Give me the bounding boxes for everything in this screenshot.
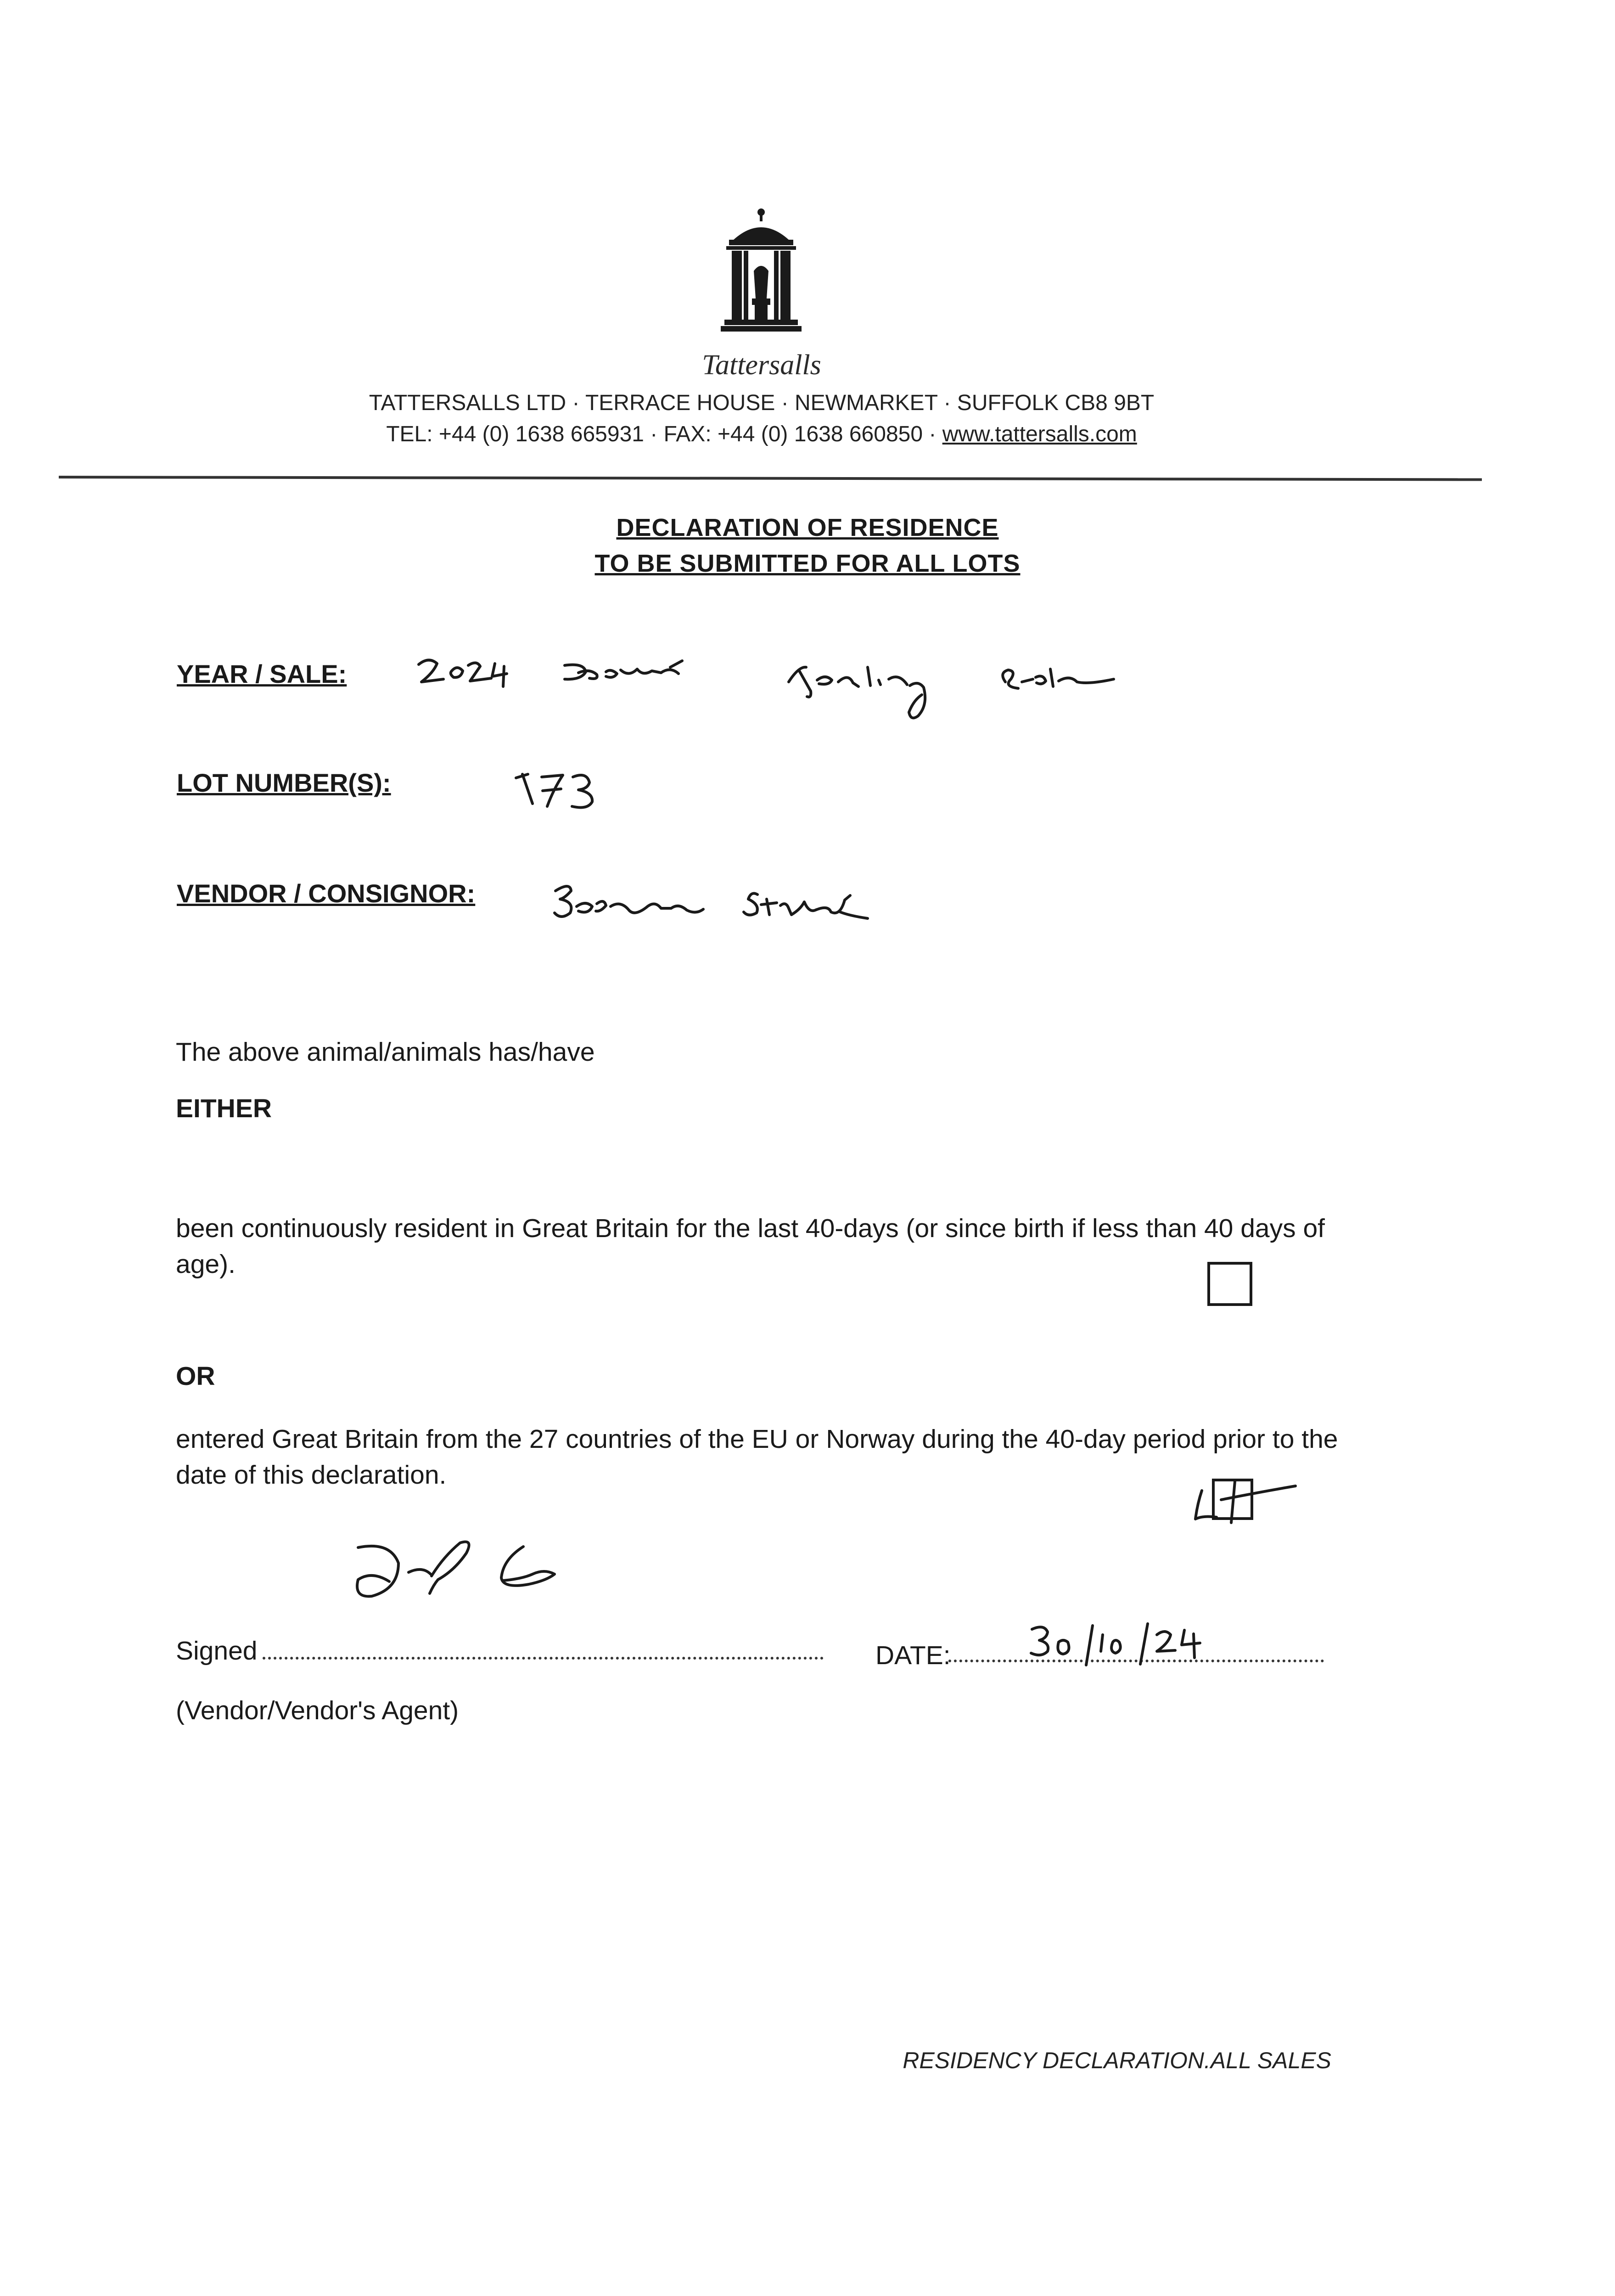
or-label: OR — [176, 1362, 215, 1391]
footer-form-name: RESIDENCY DECLARATION.ALL SALES — [903, 2048, 1331, 2073]
date-label: DATE: — [875, 1641, 951, 1670]
tattersalls-logo — [715, 207, 807, 344]
declaration-intro: The above animal/animals has/have — [176, 1037, 595, 1067]
checkbox-continuous-residence[interactable] — [1207, 1262, 1252, 1306]
signature-line[interactable] — [263, 1657, 824, 1660]
vendor-label: VENDOR / CONSIGNOR: — [177, 879, 476, 908]
letterhead-address: TATTERSALLS LTD · TERRACE HOUSE · NEWMARKET · SUFFOLK CB8 9BT — [369, 391, 1155, 415]
signer-role-label: (Vendor/Vendor's Agent) — [176, 1696, 459, 1725]
page-subtitle: TO BE SUBMITTED FOR ALL LOTS — [594, 550, 1021, 577]
year-sale-handwriting — [413, 641, 1129, 732]
signed-label: Signed — [176, 1636, 258, 1666]
tick-mark — [1189, 1468, 1308, 1532]
either-label: EITHER — [176, 1094, 272, 1123]
page-title: DECLARATION OF RESIDENCE — [616, 514, 999, 541]
option-continuous-residence: been continuously resident in Great Britain for the last 40-days (or since birth if less than 40 days of age). — [176, 1214, 1325, 1279]
lot-number-label: LOT NUMBER(S): — [177, 768, 391, 797]
signature-image — [340, 1525, 670, 1612]
year-sale-label: YEAR / SALE: — [177, 659, 347, 688]
vendor-handwriting — [551, 872, 881, 932]
contact-numbers: TEL: +44 (0) 1638 665931 · FAX: +44 (0) 1638 660850 · — [386, 422, 942, 446]
option-entered-gb: entered Great Britain from the 27 countries of the EU or Norway during the 40-day period prior to the date of this declaration. — [176, 1424, 1338, 1490]
lot-number-handwriting — [514, 762, 615, 817]
website-link[interactable]: www.tattersalls.com — [942, 422, 1137, 446]
letterhead-divider — [59, 476, 1482, 481]
date-handwriting — [1024, 1616, 1244, 1667]
brand-name: Tattersalls — [702, 349, 821, 381]
letterhead-contact — [211, 422, 1312, 447]
checkbox-entered-gb-wrap — [1189, 1468, 1308, 1532]
